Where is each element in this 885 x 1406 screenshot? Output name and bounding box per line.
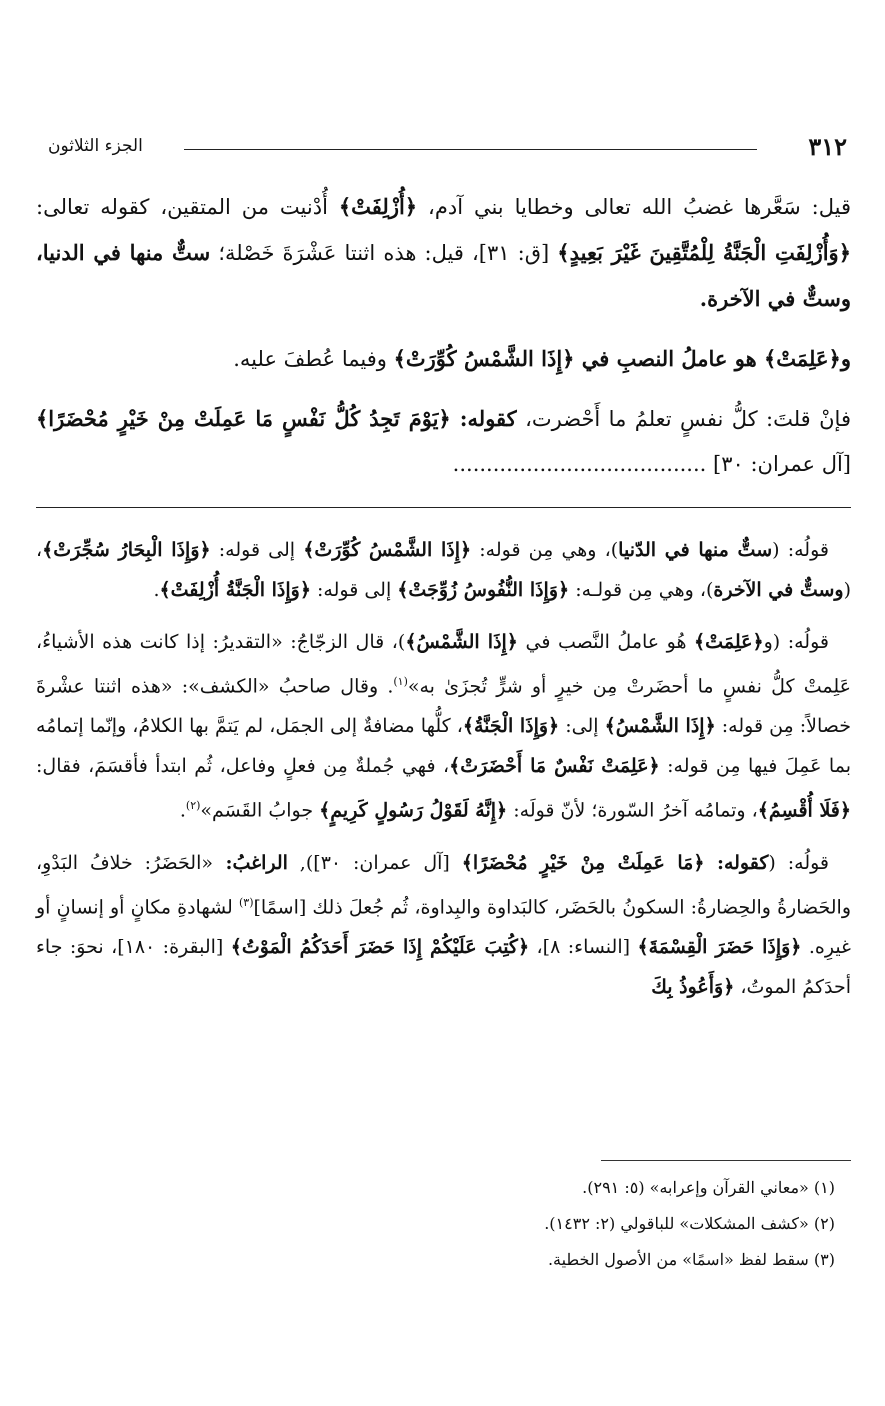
text-segment: أُدْنيت من المتقين، كقوله تعالى: [36,195,339,219]
quran-quote: ﴿فَلَا أُقْسِمُ﴾ [757,799,851,822]
text-segment: هُو عاملُ النَّصب في [517,631,695,653]
footnotes [36,1170,835,1278]
quran-quote: ﴿كُتِبَ عَلَيْكُمْ إِذَا حَضَرَ أَحَدَكُمُ الْمَوْتُ﴾ [230,935,530,958]
main-paragraph [36,396,851,487]
bold-text: كقوله: [704,851,769,874]
footnote-rule [601,1160,851,1161]
text-segment: . [153,579,160,601]
bold-text: هو عاملُ النصبِ في [574,346,764,371]
text-segment: قولُه: ( [768,851,830,874]
section-divider [36,507,851,508]
text-segment: و [840,346,851,371]
text-segment: . وقال صاحبُ «الكشف»: «هذه اثنتا عشْرةَ خصالاً: مِن قوله: [36,675,852,738]
quran-quote: ﴿إِذَا الشَّمْسُ﴾ [604,715,716,738]
commentary-paragraph [36,843,851,1007]
text-segment: إلى قوله: [310,579,398,601]
text-segment: إلى قوله: [210,539,304,561]
running-title: الجزء الثلاثون [48,136,143,156]
page-number: ٣١٢ [808,132,847,161]
bold-text: كقوله: [450,406,517,431]
main-paragraph [36,184,851,322]
footnote: (٣) سقط لفظ «اسمًا» من الأصول الخطية. [547,1250,835,1269]
text-segment: قولُه: (و [763,631,829,653]
quran-quote: ﴿وَأَعُوذُ بِكَ [651,975,735,998]
text-segment: قولُه: ( [772,539,829,561]
header-rule [184,149,757,150]
text-segment: [النساء: ٨]، [529,935,638,958]
footnote-ref: (١) [393,675,408,688]
quran-quote: ﴿وَإِذَا الْبِحَارُ سُجِّرَتْ﴾ [42,539,211,561]
text-segment: [آل عمران: ٣٠] ...................................... [452,452,851,476]
bold-text: الراغبُ: [212,851,288,874]
text-segment: ، وتمامُه آخرُ السّورة؛ لأنّ قولَه: [507,799,758,822]
commentary-paragraph [36,622,851,831]
text-segment: ، فهي جُملةٌ مِن فعلٍ وفاعل، ثُم ابتدأ فأقسَمَ، فقال: [36,755,450,778]
text-segment: ، كلُّها مضافةٌ إلى الجمَل، لم يَتمَّ بها الكلامُ، وإنّما إتمامُه بما عَمِلَ فيها مِن قوله: [36,715,851,778]
quran-quote: ﴿وَأُزْلِفَتِ الْجَنَّةُ لِلْمُتَّقِينَ غَيْرَ بَعِيدٍ﴾ [557,240,852,265]
bold-text: ستٌّ منها في الدّنيا [618,539,773,561]
quran-quote: ﴿عَلِمَتْ﴾ [763,346,841,371]
page [36,0,851,1406]
quran-quote: ﴿إِذَا الشَّمْسُ﴾ [405,631,518,653]
text-segment: [ق: ٣١]، قيل: هذه اثنتا عَشْرَةَ خَصْلة؛ [210,241,558,265]
page-header [36,132,851,166]
quran-quote: ﴿يَوْمَ تَجِدُ كُلُّ نَفْسٍ مَا عَمِلَتْ مِنْ خَيْرٍ مُحْضَرًا﴾ [36,406,451,431]
quran-quote: ﴿وَإِذَا النُّفُوسُ زُوِّجَتْ﴾ [397,579,570,601]
text-segment: لشهادةِ مكانٍ أو إنسانٍ أو غيرِه. [36,895,851,958]
commentary-paragraph [36,530,851,610]
bold-text: ستٌّ منها في الدنيا، وستٌّ في الآخرة. [36,240,851,311]
text-segment: ، ( [36,539,851,601]
footnote: (٢) «كشف المشكلات» للباقولي (٢: ١٤٣٢). [544,1214,835,1233]
text-segment: . [179,799,186,822]
quran-quote: ﴿إِذَا الشَّمْسُ كُوِّرَتْ﴾ [393,346,575,371]
quran-quote: ﴿إِذَا الشَّمْسُ كُوِّرَتْ﴾ [303,539,472,561]
quran-quote: ﴿وَإِذَا حَضَرَ الْقِسْمَةَ﴾ [637,935,802,958]
text-segment: )، قال الزجّاجُ: «التقديرُ: إذا كانت هذه الأشياءُ، عَلِمتْ كلُّ نفسٍ ما أحضَرتْ مِن خيرٍ أو شرٍّ تُجزَىٰ به» [36,631,851,698]
quran-quote: ﴿مَا عَمِلَتْ مِنْ خَيْرٍ مُحْضَرًا﴾ [461,851,705,874]
main-paragraph [36,336,851,382]
commentary [36,530,851,1019]
quran-quote: ﴿عَلِمَتْ نَفْسٌ مَا أَحْضَرَتْ﴾ [449,755,660,778]
text-segment: )، وهي مِن قولـه: [569,579,714,601]
text-segment: قيل: سَعَّرها غضبُ الله تعالى وخطايا بني آدم، [417,195,852,219]
text-segment: فإنْ قلتَ: كلُّ نفسٍ تعلمُ ما أَحْضرت، [516,407,851,431]
bold-text: وستٌّ في الآخرة [713,579,844,601]
text-segment: «الحَضَرُ: خلافُ البَدْوِ، والحَضارةُ والحِضارةُ: السكونُ بالحَضَر، كالبَداوة والبِداوة، ثُم جُعلَ ذلك [اسمًا] [36,851,851,918]
text-segment: وفيما عُطفَ عليه. [233,347,394,371]
quran-quote: ﴿وَإِذَا الْجَنَّةُ أُزْلِفَتْ﴾ [159,579,311,601]
text-segment: إلى: [559,715,605,738]
quran-quote: ﴿أُزْلِفَتْ﴾ [338,194,418,219]
text-segment: جوابُ القَسَم» [200,799,320,822]
quran-quote: ﴿عَلِمَتْ﴾ [694,631,764,653]
quran-quote: ﴿وَإِذَا الْجَنَّةُ﴾ [462,715,560,738]
quran-quote: ﴿إِنَّهُ لَقَوْلُ رَسُولٍ كَرِيمٍ﴾ [319,799,508,822]
text-segment: )، وهي مِن قوله: [471,539,619,561]
text-segment: [آل عمران: ٣٠]), [287,851,462,874]
footnote: (١) «معاني القرآن وإعرابه» (٥: ٢٩١). [582,1178,835,1197]
main-text [36,184,851,501]
footnote-ref: (٢) [185,799,201,813]
footnote-ref: (٣) [238,895,254,909]
text-segment: [البقرة: ١٨٠]، نحوَ: جاء أحدَكمُ الموتُ، [36,935,851,998]
